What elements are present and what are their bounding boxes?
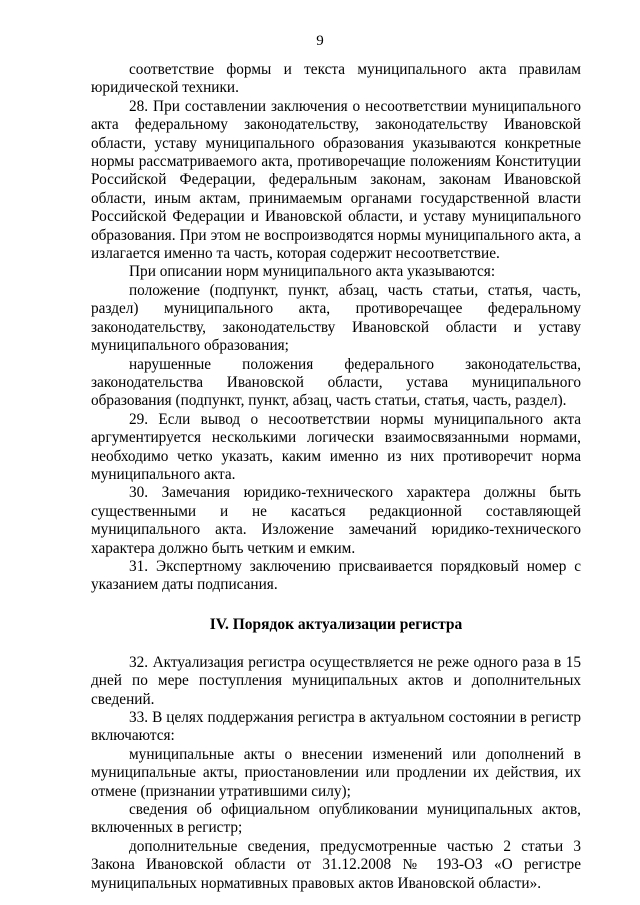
paragraph-32: 32. Актуализация регистра осуществляется не реже одного раза в 15 дней по мере поступления муниципальных актов и дополнительных сведений. — [91, 653, 581, 708]
paragraph-33-item-3: дополнительные сведения, предусмотренные частью 2 статьи 3 Закона Ивановской области от 31.12.2008 № 193-ОЗ «О регистре муниципальных нормативных правовых актов Ивановской области». — [91, 837, 581, 892]
document-body — [91, 61, 581, 893]
paragraph-28-item-2: нарушенные положения федерального законодательства, законодательства Ивановской области, устава муниципального образования (подпункт, пункт, абзац, часть статьи, статья, часть, раздел). — [91, 355, 581, 410]
paragraph-30: 30. Замечания юридико-технического характера должны быть существенными и не касаться редакционной составляющей муниципального акта. Изложение замечаний юридико-технического характера должно быть четким и емким. — [91, 484, 581, 557]
page-number: 9 — [316, 33, 324, 49]
paragraph-33-item-2: сведения об официальном опубликовании муниципальных актов, включенных в регистр; — [91, 801, 581, 837]
paragraph-28-item-1: положение (подпункт, пункт, абзац, часть статьи, статья, часть, раздел) муниципального акта, противоречащее федеральному законодательству, законодательству Ивановской области и уставу муниципального образования; — [91, 281, 581, 355]
section-heading: IV. Порядок актуализации регистра — [209, 615, 463, 633]
paragraph-27-tail: соответствие формы и текста муниципального акта правилам юридической техники. — [91, 61, 581, 97]
paragraph-33-item-1: муниципальные акты о внесении изменений или дополнений в муниципальные акты, приостановлении или продлении их действия, их отмене (признании утратившими силу); — [91, 745, 581, 800]
paragraph-29: 29. Если вывод о несоответствии нормы муниципального акта аргументируется несколькими логически взаимосвязанными нормами, необходимо четко указать, каким именно из них противоречит норма муниципального акта. — [91, 410, 581, 483]
paragraph-33: 33. В целях поддержания регистра в актуальном состоянии в регистр включаются: — [91, 709, 581, 745]
paragraph-28-intro: При описании норм муниципального акта указываются: — [129, 263, 496, 281]
paragraph-31: 31. Экспертному заключению присваивается порядковый номер с указанием даты подписания. — [91, 557, 581, 594]
paragraph-28: 28. При составлении заключения о несоответствии муниципального акта федеральному законодательству, законодательству Ивановской области, уставу муниципального образования указываются конкретные нормы рассматриваемого акта, противоречащие положениям Конституции Российской Федерации, федеральным законам, законам Ивановской области, иным актам, принимаемым органами государственной власти Российской Федерации и Ивановской области, и уставу муниципального образования. При этом не воспроизводятся нормы муниципального акта, а излагается именно та часть, которая содержит несоответствие. — [91, 97, 581, 263]
